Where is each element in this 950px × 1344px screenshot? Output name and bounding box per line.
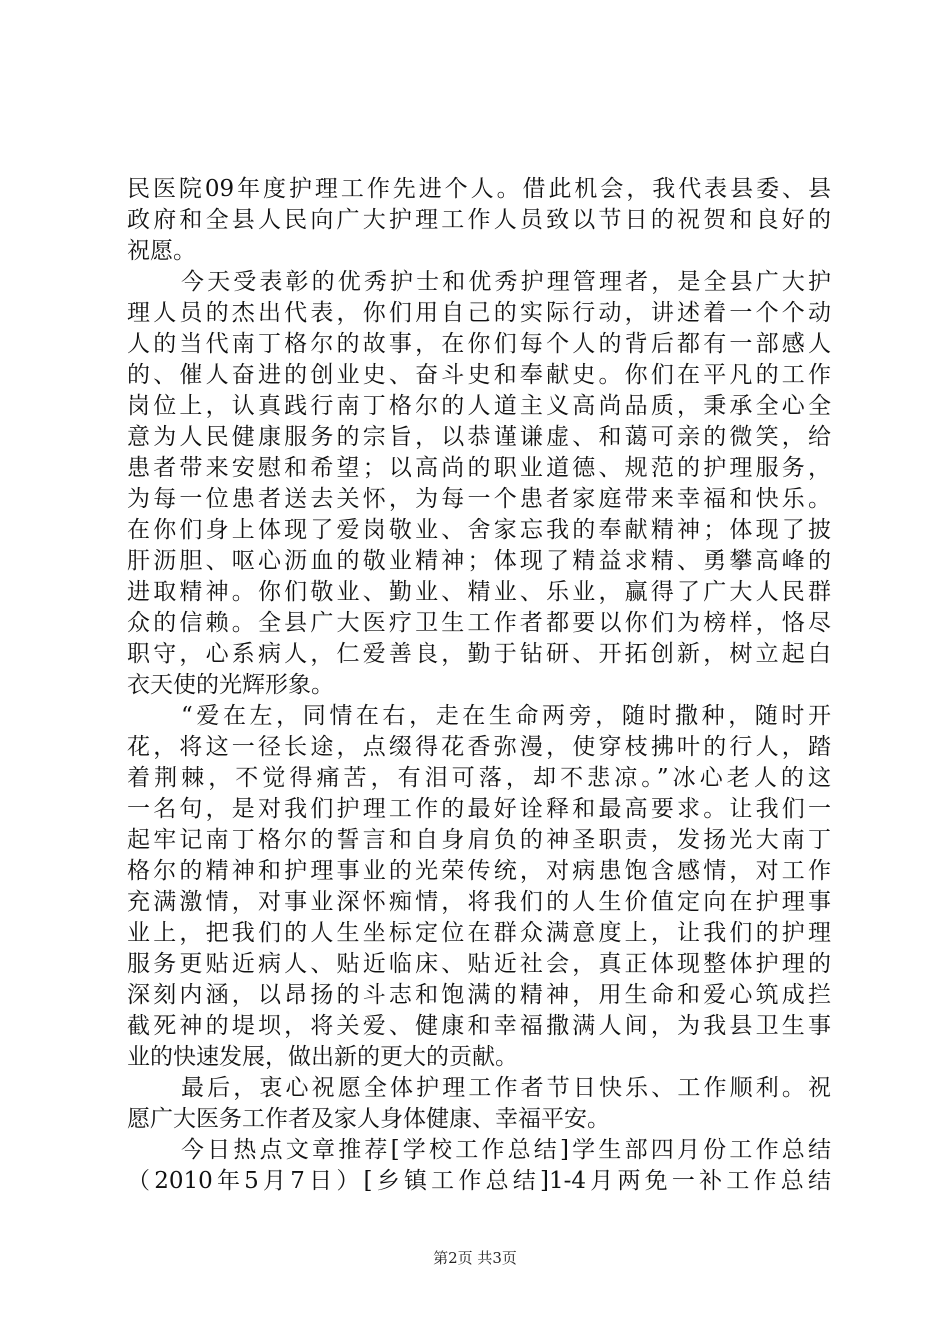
text-line: 岗位上，认真践行南丁格尔的人道主义高尚品质，秉承全心全 [127,393,831,419]
text-line: 意为人民健康服务的宗旨，以恭谨谦虚、和蔼可亲的微笑，给 [127,424,831,450]
text-line: 众的信赖。全县广大医疗卫生工作者都要以你们为榜样，恪尽 [127,610,831,636]
text-line: 祝愿。 [127,238,196,264]
text-line: “爱在左，同情在右，走在生命两旁，随时撒种，随时开 [181,703,831,729]
text-line: 患者带来安慰和希望；以高尚的职业道德、规范的护理服务， [127,455,831,481]
text-line: 愿广大医务工作者及家人身体健康、幸福平安。 [127,1106,610,1132]
text-line: 服务更贴近病人、贴近临床、贴近社会，真正体现整体护理的 [127,951,831,977]
text-line: 业上，把我们的人生坐标定位在群众满意度上，让我们的护理 [127,920,831,946]
text-line: 今日热点文章推荐[学校工作总结]学生部四月份工作总结 [181,1137,831,1163]
text-line: 职守，心系病人，仁爱善良，勤于钻研、开拓创新，树立起白 [127,641,831,667]
text-line: 深刻内涵，以昂扬的斗志和饱满的精神，用生命和爱心筑成拦 [127,982,831,1008]
text-line: （2010年5月7日）[乡镇工作总结]1-4月两免一补工作总结 [127,1168,831,1194]
text-line: 一名句，是对我们护理工作的最好诠释和最高要求。让我们一 [127,796,831,822]
text-line: 花，将这一径长途，点缀得花香弥漫，使穿枝拂叶的行人，踏 [127,734,831,760]
text-line: 衣天使的光辉形象。 [127,672,334,698]
document-body [127,174,831,1197]
text-line: 今天受表彰的优秀护士和优秀护理管理者，是全县广大护 [181,269,831,295]
text-line: 业的快速发展，做出新的更大的贡献。 [127,1044,518,1070]
text-line: 在你们身上体现了爱岗敬业、舍家忘我的奉献精神；体现了披 [127,517,831,543]
text-line: 截死神的堤坝，将关爱、健康和幸福撒满人间，为我县卫生事 [127,1013,831,1039]
text-line: 着荆棘，不觉得痛苦，有泪可落，却不悲凉。”冰心老人的这 [127,765,831,791]
text-line: 的、催人奋进的创业史、奋斗史和奉献史。你们在平凡的工作 [127,362,831,388]
text-line: 理人员的杰出代表，你们用自己的实际行动，讲述着一个个动 [127,300,831,326]
text-line: 格尔的精神和护理事业的光荣传统，对病患饱含感情，对工作 [127,858,831,884]
text-line: 为每一位患者送去关怀，为每一个患者家庭带来幸福和快乐。 [127,486,831,512]
text-line: 进取精神。你们敬业、勤业、精业、乐业，赢得了广大人民群 [127,579,831,605]
text-line: 起牢记南丁格尔的誓言和自身肩负的神圣职责，发扬光大南丁 [127,827,831,853]
text-line: 充满激情，对事业深怀痴情，将我们的人生价值定向在护理事 [127,889,831,915]
page-footer: 第2页 共3页 [433,1249,517,1267]
text-line: 最后，衷心祝愿全体护理工作者节日快乐、工作顺利。祝 [181,1075,831,1101]
text-line: 政府和全县人民向广大护理工作人员致以节日的祝贺和良好的 [127,207,831,233]
text-line: 人的当代南丁格尔的故事，在你们每个人的背后都有一部感人 [127,331,831,357]
text-line: 肝沥胆、呕心沥血的敬业精神；体现了精益求精、勇攀高峰的 [127,548,831,574]
text-line: 民医院09年度护理工作先进个人。借此机会，我代表县委、县 [127,176,831,202]
